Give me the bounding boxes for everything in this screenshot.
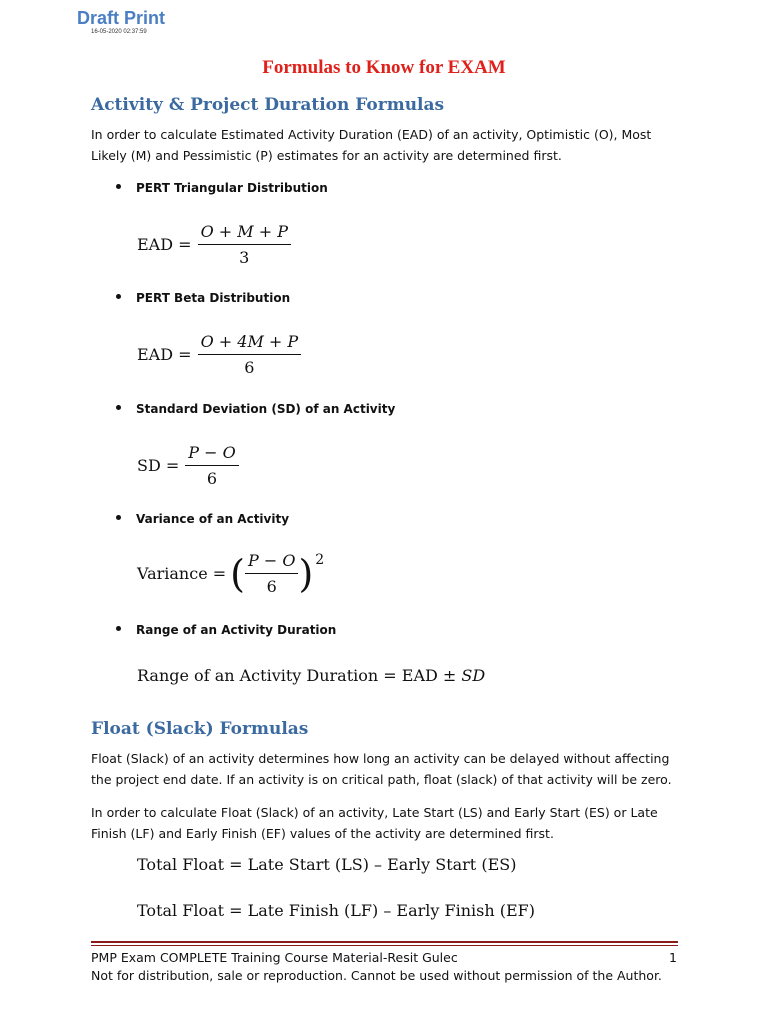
print-timestamp: 16-05-2020 02:37:59 xyxy=(91,29,147,35)
formula-lhs: Variance = xyxy=(137,564,227,583)
float-paragraph-1 xyxy=(91,748,691,790)
paragraph-line: In order to calculate Float (Slack) of an activity, Late Start (LS) and Early Start (ES) or Late xyxy=(91,805,658,820)
formula-lhs: SD = xyxy=(137,456,180,475)
bullet-label: Variance of an Activity xyxy=(136,512,290,526)
formula-standard-deviation xyxy=(137,443,239,488)
intro-paragraph xyxy=(91,124,691,166)
draft-print-brand: Draft Print xyxy=(77,8,166,28)
bullet-dot xyxy=(116,184,121,189)
footer-course-line: PMP Exam COMPLETE Training Course Material-Resit Gulec xyxy=(91,950,458,965)
bullet-range xyxy=(116,623,336,637)
paragraph-line: Float (Slack) of an activity determines how long an activity can be delayed without affecting xyxy=(91,751,670,766)
intro-line: In order to calculate Estimated Activity Duration (EAD) of an activity, Optimistic (O), Most xyxy=(91,127,652,142)
bullet-pert-triangular xyxy=(116,181,328,195)
fraction xyxy=(185,443,238,488)
bullet-dot xyxy=(116,294,121,299)
footer-copyright: Not for distribution, sale or reproduction. Cannot be used without permission of the Author. xyxy=(91,968,662,983)
right-paren: ) xyxy=(298,551,314,596)
fraction xyxy=(198,332,302,377)
denominator: 3 xyxy=(239,248,250,267)
denominator: 6 xyxy=(266,577,277,596)
numerator: O + M + P xyxy=(198,222,291,245)
section-heading-float: Float (Slack) Formulas xyxy=(91,719,309,739)
range-formula-text: Range of an Activity Duration = EAD ± xyxy=(137,666,462,685)
float-paragraph-2 xyxy=(91,802,691,844)
footer-rule-thin xyxy=(91,945,678,946)
left-paren: ( xyxy=(230,551,245,596)
bullet-label: Range of an Activity Duration xyxy=(136,623,337,637)
numerator: P − O xyxy=(245,551,298,574)
denominator: 6 xyxy=(206,469,218,488)
formula-pert-triangular xyxy=(137,222,291,267)
formula-text: Total Float = Late Start (LS) – Early Start (ES) xyxy=(137,855,517,874)
bullet-label: PERT Triangular Distribution xyxy=(136,181,328,195)
intro-line: Likely (M) and Pessimistic (P) estimates for an activity are determined first. xyxy=(91,148,562,163)
numerator: O + 4M + P xyxy=(198,332,302,355)
footer-rule xyxy=(91,941,678,943)
exponent: 2 xyxy=(315,551,325,568)
page-title: Formulas to Know for EXAM xyxy=(262,57,506,78)
bullet-pert-beta xyxy=(116,291,290,305)
section-heading-duration: Activity & Project Duration Formulas xyxy=(91,95,445,115)
bullet-label: PERT Beta Distribution xyxy=(136,291,291,305)
page-number: 1 xyxy=(669,950,677,965)
bullet-variance xyxy=(116,512,289,526)
fraction xyxy=(198,222,291,267)
bullet-dot xyxy=(116,626,121,631)
formula-pert-beta xyxy=(137,332,301,377)
bullet-label: Standard Deviation (SD) of an Activity xyxy=(136,402,396,416)
formula-text: Total Float = Late Finish (LF) – Early Finish (EF) xyxy=(137,901,536,920)
paragraph-line: Finish (LF) and Early Finish (EF) values of the activity are determined first. xyxy=(91,826,554,841)
formula-range xyxy=(137,666,485,685)
bullet-dot xyxy=(116,515,121,520)
fraction xyxy=(245,551,298,596)
bullet-standard-deviation xyxy=(116,402,395,416)
paragraph-line: the project end date. If an activity is on critical path, float (slack) of that activity will be zero. xyxy=(91,772,672,787)
bullet-dot xyxy=(116,405,121,410)
formula-lhs: EAD = xyxy=(137,235,192,254)
formula-lhs: EAD = xyxy=(137,345,192,364)
formula-total-float-start xyxy=(137,855,516,874)
formula-variance xyxy=(137,551,324,596)
range-formula-var: SD xyxy=(461,666,486,685)
denominator: 6 xyxy=(244,358,255,377)
numerator: P − O xyxy=(185,443,238,466)
formula-total-float-finish xyxy=(137,901,535,920)
